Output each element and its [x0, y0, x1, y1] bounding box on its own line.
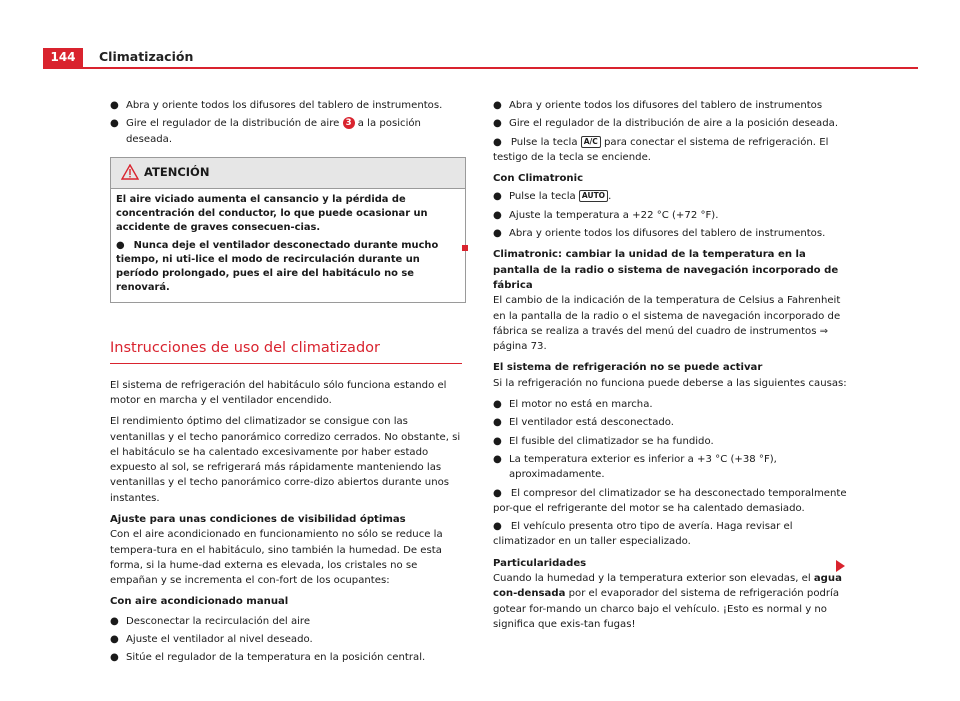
list-item-text: El compresor del climatizador se ha desconectado temporalmente por-que el refrigerante del motor se ha calentado demasiado.: [493, 487, 847, 514]
paragraph: El cambio de la indicación de la temperatura de Celsius a Fahrenheit en la pantalla de la radio o el sistema de navegación incorporado de fábrica se realiza a través del menú del cuadro de instrumentos ⇒ página 73.: [493, 295, 841, 353]
bullet-icon: ●: [116, 239, 125, 251]
list-item-text: Gire el regulador de la distribución de aire a la posición deseada.: [509, 118, 839, 130]
bullet-icon: ●: [493, 487, 502, 499]
end-of-section-marker: [462, 245, 468, 251]
bullet-icon: ●: [493, 209, 502, 221]
warning-body: [111, 189, 465, 302]
list-item-text: .: [608, 191, 612, 203]
list-item-text: Abra y oriente todos los difusores del tablero de instrumentos.: [509, 228, 826, 240]
bullet-icon: ●: [493, 228, 502, 240]
list-item: [493, 189, 853, 204]
list-item: [493, 226, 853, 241]
bullet-icon: ●: [493, 100, 502, 111]
bullet-icon: ●: [493, 435, 502, 447]
subheading: Con aire acondicionado manual: [110, 596, 289, 608]
paragraph: Si la refrigeración no funciona puede deberse a las siguientes causas:: [493, 377, 847, 389]
section-title: Instrucciones de uso del climatizador: [110, 340, 380, 357]
bullet-icon: ●: [493, 191, 502, 203]
emphasis-text: agua con-densada: [493, 573, 842, 600]
paragraph: [493, 571, 853, 632]
bullet-icon: ●: [110, 652, 119, 664]
list-item: [110, 632, 466, 647]
list-item: [110, 116, 466, 147]
bullet-icon: ●: [110, 118, 119, 130]
left-column: [110, 98, 466, 669]
warning-triangle-icon: [121, 164, 139, 180]
subheading: Particularidades: [493, 557, 587, 569]
list-item-text: Sitúe el regulador de la temperatura en la posición central.: [126, 652, 426, 664]
list-item-text: Ajuste la temperatura a +22 °C (+72 °F).: [509, 209, 719, 221]
warning-title: ATENCIÓN: [144, 164, 210, 179]
bullet-icon: ●: [493, 399, 502, 411]
list-item-text: Pulse la tecla: [510, 136, 581, 148]
list-item-text: Ajuste el ventilador al nivel deseado.: [126, 634, 313, 646]
ac-key-icon: A/C: [581, 136, 601, 148]
auto-key-icon: AUTO: [579, 190, 608, 202]
list-item-text: El vehículo presenta otro tipo de avería. Haga revisar el climatizador en un taller especializado.: [493, 521, 793, 548]
list-item-text: Abra y oriente todos los difusores del tablero de instrumentos.: [126, 100, 443, 111]
list-item-text: a la posición deseada.: [126, 118, 421, 145]
list-item-text: El motor no está en marcha.: [509, 399, 653, 411]
list-item: [493, 415, 853, 430]
list-item: [493, 208, 853, 223]
subheading: Ajuste para unas condiciones de visibilidad óptimas: [110, 513, 406, 525]
subheading: Con Climatronic: [493, 173, 584, 185]
paragraph: El sistema de refrigeración del habitáculo sólo funciona estando el motor en marcha y el ventilador encendido.: [110, 379, 447, 406]
bullet-icon: ●: [493, 521, 502, 533]
paragraph: Con el aire acondicionado en funcionamiento no sólo se reduce la tempera-tura en el habitáculo, sino también la humedad. De esta forma, si la hume-dad externa es elevada, los cristales no se empañan y se incrementa el con-fort de los ocupantes:: [110, 529, 443, 587]
section-rule: [110, 363, 462, 364]
continue-arrow-icon: [836, 560, 845, 572]
list-item: [110, 98, 466, 113]
bullet-icon: ●: [110, 100, 119, 111]
list-item-text: El fusible del climatizador se ha fundido.: [509, 435, 714, 447]
bullet-icon: ●: [493, 136, 502, 148]
subheading: Climatronic: cambiar la unidad de la temperatura en la pantalla de la radio o sistema de navegación incorporado de fábrica: [493, 249, 839, 291]
list-item-text: Desconectar la recirculación del aire: [126, 615, 311, 627]
list-item: [493, 135, 853, 166]
bullet-icon: ●: [493, 118, 502, 130]
paragraph-text: por el evaporador del sistema de refrigeración podría gotear for-mando un charco bajo el vehículo. ¡Esto es normal y no significa que exis-tan fugas!: [493, 588, 840, 630]
page-number: 144: [43, 48, 83, 67]
list-item-text: El ventilador está desconectado.: [509, 417, 674, 429]
warning-bullet: [116, 239, 460, 296]
right-column: [493, 98, 853, 638]
callout-number: 3: [343, 117, 355, 129]
list-item-text: Abra y oriente todos los difusores del tablero de instrumentos: [509, 100, 823, 111]
paragraph-text: Cuando la humedad y la temperatura exterior son elevadas, el: [493, 573, 814, 585]
list-item: [493, 452, 853, 483]
warning-bullet-text: Nunca deje el ventilador desconectado durante mucho tiempo, ni uti-lice el modo de recirculación durante un período prolongado, pues el aire del habitáculo no se renovará.: [116, 239, 439, 294]
page-header-title: Climatización: [99, 49, 194, 64]
warning-text: El aire viciado aumenta el cansancio y la pérdida de concentración del conductor, lo que puede ocasionar un accidente de graves consecuen-cias.: [116, 193, 428, 234]
list-item-text: La temperatura exterior es inferior a +3 °C (+38 °F), aproximadamente.: [509, 453, 777, 481]
list-item: [110, 614, 466, 629]
header-rule: [43, 67, 918, 69]
bullet-icon: ●: [493, 453, 502, 465]
warning-header: [111, 158, 465, 189]
bullet-icon: ●: [110, 634, 119, 646]
list-item: [493, 434, 853, 449]
bullet-icon: ●: [493, 417, 502, 429]
subheading: El sistema de refrigeración no se puede activar: [493, 362, 763, 374]
list-item: [493, 397, 853, 412]
list-item-text: Pulse la tecla: [509, 191, 579, 203]
paragraph: El rendimiento óptimo del climatizador se consigue con las ventanillas y el techo panorámico corredizo cerrados. No obstante, si el habitáculo se ha calentado excesivamente por haber estado expuesto al sol, se refrigerará más rápidamente manteniendo las ventanillas y el techo panorámico corre-dizo abiertos durante unos instantes.: [110, 416, 461, 504]
bullet-icon: ●: [110, 615, 119, 627]
list-item: [493, 519, 853, 550]
list-item-text: para conectar el sistema de refrigeración. El testigo de la tecla se enciende.: [493, 136, 829, 163]
warning-box: [110, 157, 466, 303]
list-item-text: Gire el regulador de la distribución de aire: [126, 118, 343, 130]
list-item: [493, 486, 853, 517]
list-item: [493, 116, 853, 131]
list-item: [110, 650, 466, 665]
list-item: [493, 98, 853, 113]
